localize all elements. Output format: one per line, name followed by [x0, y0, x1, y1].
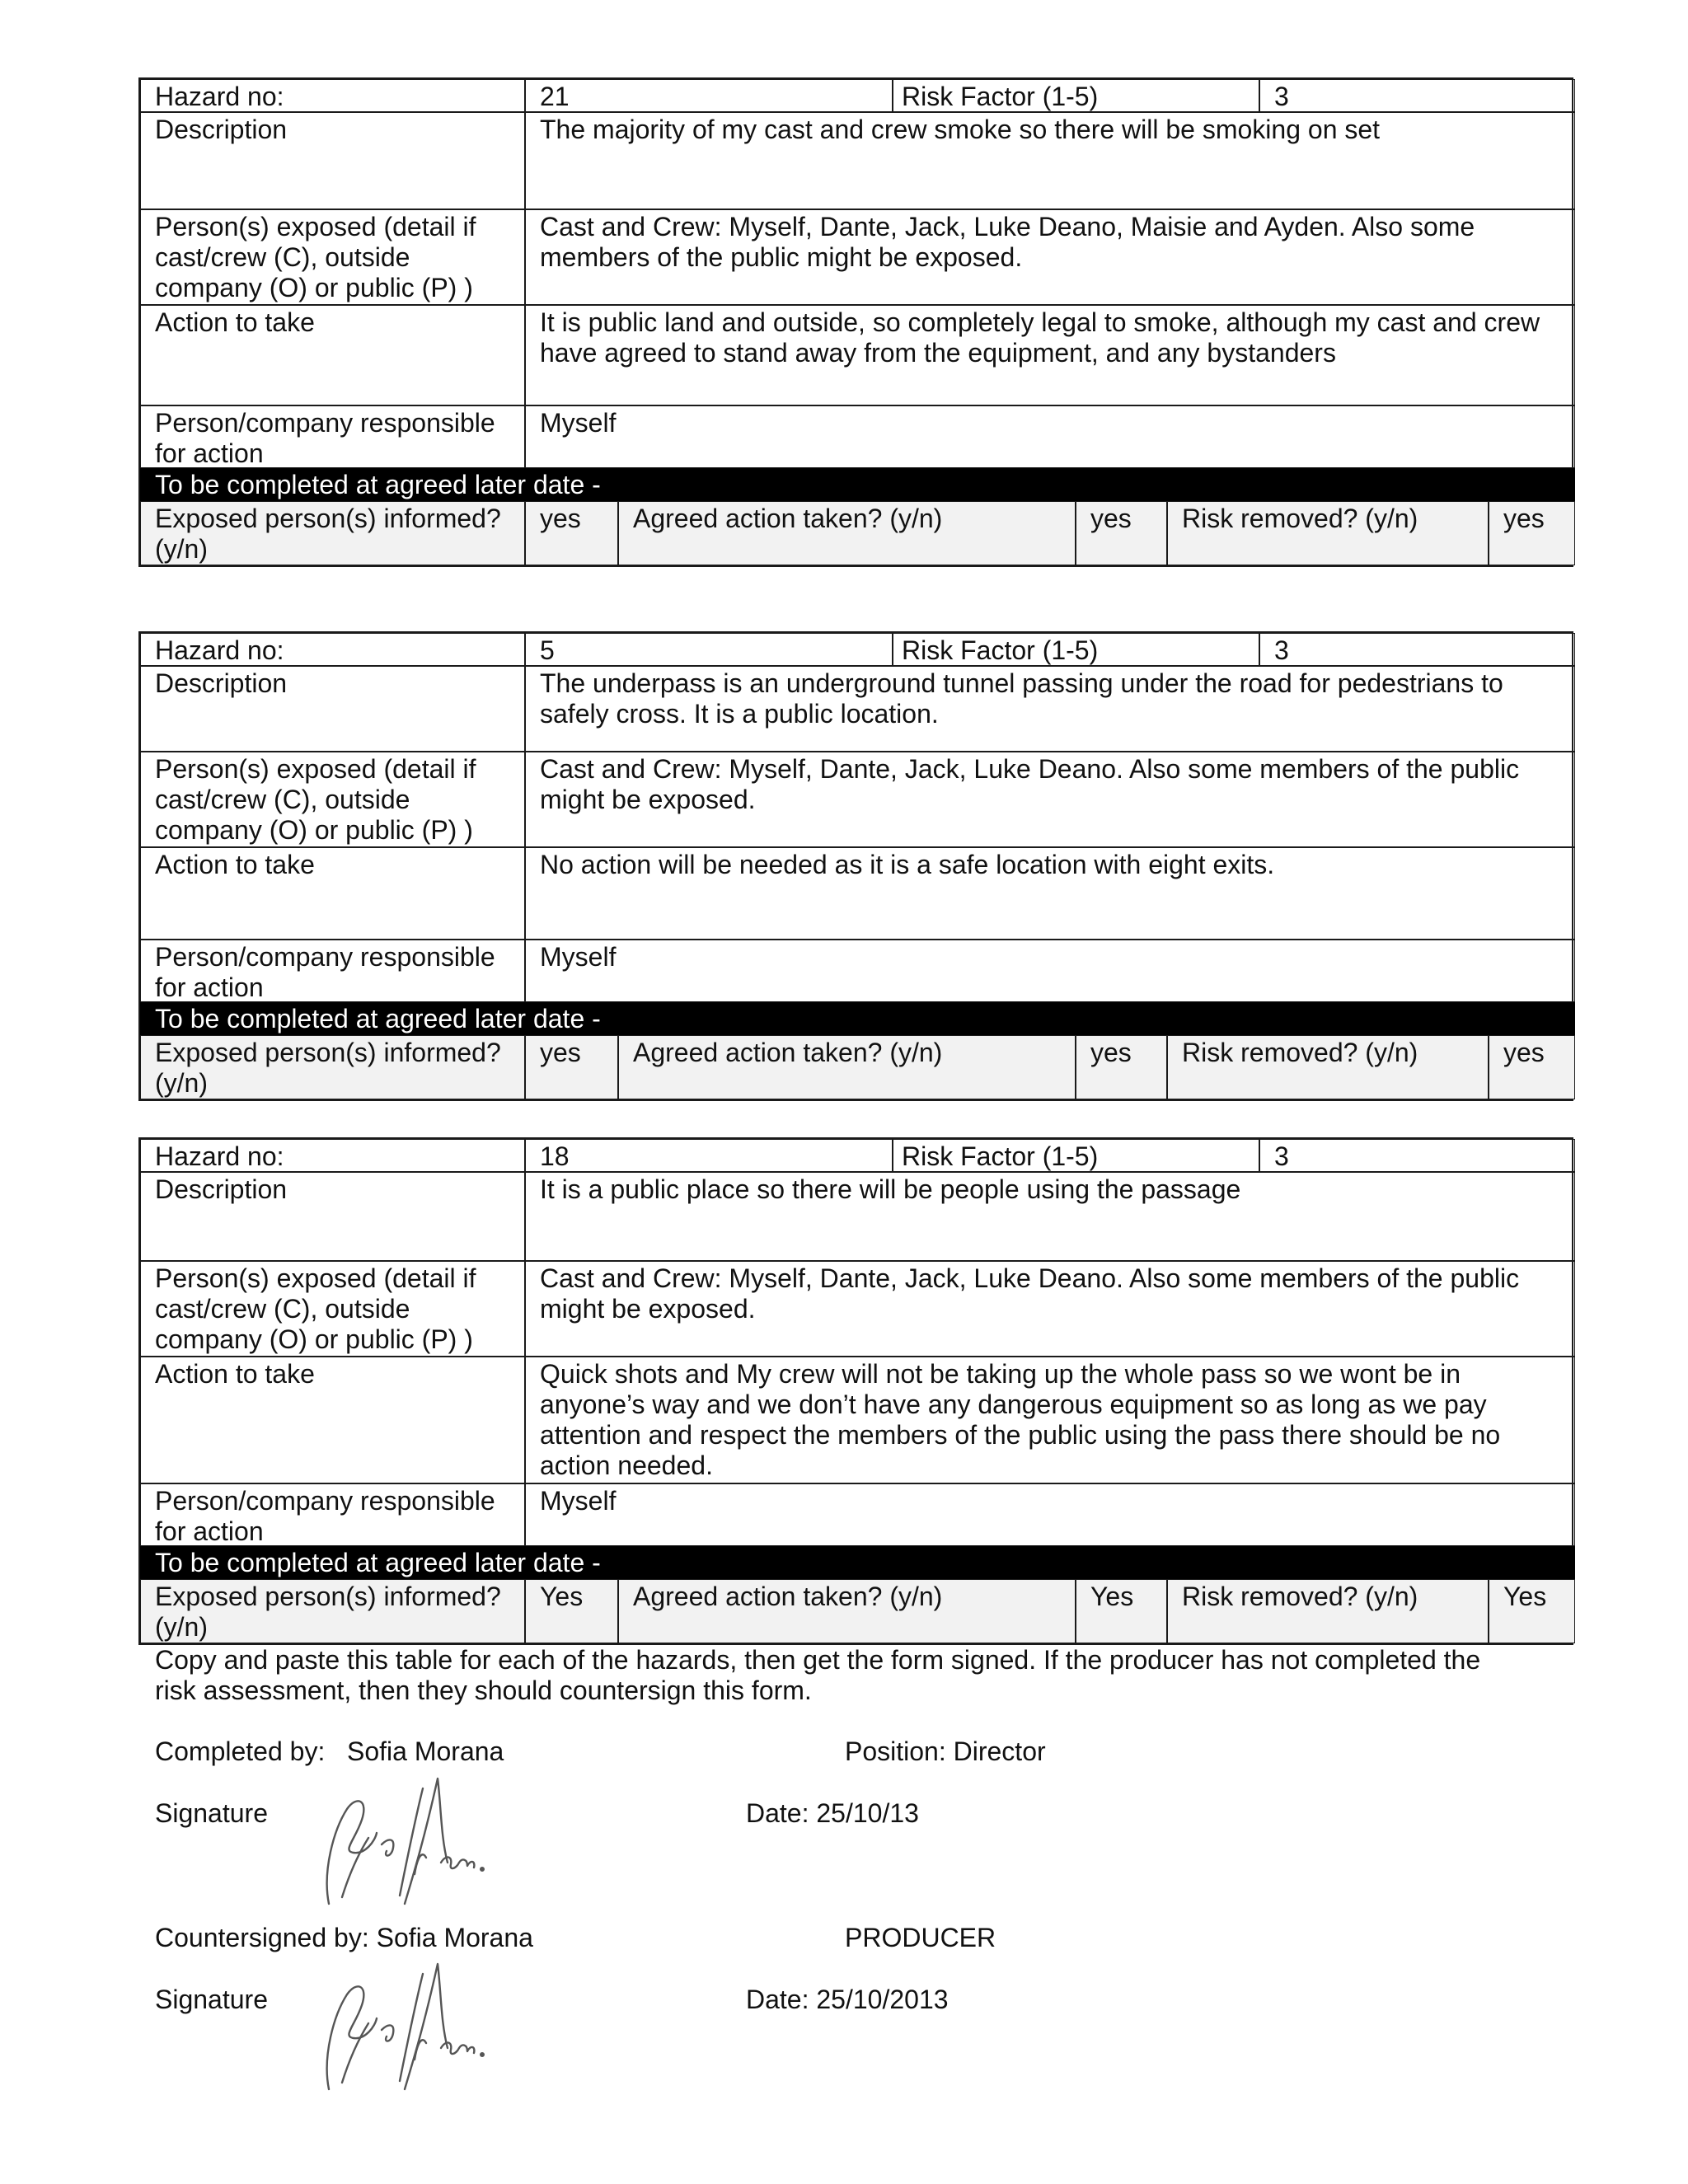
responsible-label: Person/company responsible for action — [140, 405, 525, 468]
signature-image — [317, 1957, 507, 2097]
instructions-text: Copy and paste this table for each of the hazards, then get the form signed. If the producer has not completed the risk assessment, then they should countersign this form. — [155, 1645, 1481, 1705]
risk-factor-label: Risk Factor (1-5) — [893, 1139, 1259, 1172]
risk-factor-label: Risk Factor (1-5) — [893, 633, 1259, 666]
responsible-value: Myself — [525, 405, 1575, 468]
exposed-informed-label: Exposed person(s) informed? (y/n) — [140, 1035, 525, 1099]
signature-label: Signature — [155, 1985, 268, 2014]
risk-removed-value: yes — [1489, 1035, 1575, 1099]
agreed-action-label: Agreed action taken? (y/n) — [618, 1579, 1076, 1643]
agreed-action-value: yes — [1076, 501, 1167, 565]
agreed-action-value: yes — [1076, 1035, 1167, 1099]
risk-removed-label: Risk removed? (y/n) — [1167, 1035, 1489, 1099]
action-value: It is public land and outside, so completely legal to smoke, although my cast and crew have agreed to stand away from the equipment, and any bystanders — [525, 305, 1575, 405]
agreed-action-label: Agreed action taken? (y/n) — [618, 1035, 1076, 1099]
risk-removed-label: Risk removed? (y/n) — [1167, 1579, 1489, 1643]
exposed-informed-label: Exposed person(s) informed? (y/n) — [140, 501, 525, 565]
persons-exposed-value: Cast and Crew: Myself, Dante, Jack, Luke Deano. Also some members of the public might be exposed. — [525, 752, 1575, 847]
persons-exposed-label: Person(s) exposed (detail if cast/crew (C), outside company (O) or public (P) ) — [140, 1261, 525, 1357]
risk-removed-value: yes — [1489, 501, 1575, 565]
hazard-no-label: Hazard no: — [140, 79, 525, 112]
agreed-action-label: Agreed action taken? (y/n) — [618, 501, 1076, 565]
responsible-value: Myself — [525, 1483, 1575, 1546]
persons-exposed-label: Person(s) exposed (detail if cast/crew (C), outside company (O) or public (P) ) — [140, 209, 525, 305]
date-completed: Date: 25/10/13 — [746, 1798, 919, 1828]
later-date-band: To be completed at agreed later date - — [140, 1002, 1575, 1035]
responsible-label: Person/company responsible for action — [140, 1483, 525, 1546]
exposed-informed-value: Yes — [525, 1579, 618, 1643]
action-value: No action will be needed as it is a safe location with eight exits. — [525, 847, 1575, 940]
signature-label: Signature — [155, 1798, 268, 1828]
risk-factor-value: 3 — [1259, 1139, 1575, 1172]
exposed-informed-value: yes — [525, 1035, 618, 1099]
hazard-table — [138, 1137, 1573, 1645]
responsible-value: Myself — [525, 940, 1575, 1002]
responsible-label: Person/company responsible for action — [140, 940, 525, 1002]
risk-removed-label: Risk removed? (y/n) — [1167, 501, 1489, 565]
risk-factor-value: 3 — [1259, 633, 1575, 666]
action-value: Quick shots and My crew will not be taking up the whole pass so we wont be in anyone’s way and we don’t have any dangerous equipment so as long as we pay attention and respect the members of the public using the pass there should be no action needed. — [525, 1357, 1575, 1483]
exposed-informed-value: yes — [525, 501, 618, 565]
action-label: Action to take — [140, 1357, 525, 1483]
later-date-band: To be completed at agreed later date - — [140, 468, 1575, 501]
persons-exposed-label: Person(s) exposed (detail if cast/crew (C), outside company (O) or public (P) ) — [140, 752, 525, 847]
persons-exposed-value: Cast and Crew: Myself, Dante, Jack, Luke Deano. Also some members of the public might be exposed. — [525, 1261, 1575, 1357]
signature-caption: Sofia Morana — [317, 1772, 322, 1773]
producer-label: PRODUCER — [845, 1923, 996, 1952]
action-label: Action to take — [140, 847, 525, 940]
hazard-no-value: 5 — [525, 633, 893, 666]
later-date-band: To be completed at agreed later date - — [140, 1546, 1575, 1579]
hazard-no-label: Hazard no: — [140, 633, 525, 666]
description-label: Description — [140, 666, 525, 752]
risk-factor-value: 3 — [1259, 79, 1575, 112]
hazard-table — [138, 77, 1573, 567]
risk-factor-label: Risk Factor (1-5) — [893, 79, 1259, 112]
persons-exposed-value: Cast and Crew: Myself, Dante, Jack, Luke Deano, Maisie and Ayden. Also some members of the public might be exposed. — [525, 209, 1575, 305]
description-value: The underpass is an underground tunnel passing under the road for pedestrians to safely cross. It is a public location. — [525, 666, 1575, 752]
description-value: It is a public place so there will be people using the passage — [525, 1172, 1575, 1261]
agreed-action-value: Yes — [1076, 1579, 1167, 1643]
position-text: Position: Director — [845, 1736, 1046, 1766]
risk-removed-value: Yes — [1489, 1579, 1575, 1643]
hazard-no-value: 18 — [525, 1139, 893, 1172]
hazard-no-value: 21 — [525, 79, 893, 112]
description-value: The majority of my cast and crew smoke so there will be smoking on set — [525, 112, 1575, 209]
signature-image — [317, 1772, 507, 1912]
description-label: Description — [140, 112, 525, 209]
completed-by: Completed by: Sofia Morana — [155, 1736, 504, 1766]
description-label: Description — [140, 1172, 525, 1261]
countersigned-by: Countersigned by: Sofia Morana — [155, 1923, 533, 1952]
exposed-informed-label: Exposed person(s) informed? (y/n) — [140, 1579, 525, 1643]
action-label: Action to take — [140, 305, 525, 405]
hazard-no-label: Hazard no: — [140, 1139, 525, 1172]
date-countersigned: Date: 25/10/2013 — [746, 1985, 949, 2014]
hazard-table — [138, 631, 1573, 1101]
